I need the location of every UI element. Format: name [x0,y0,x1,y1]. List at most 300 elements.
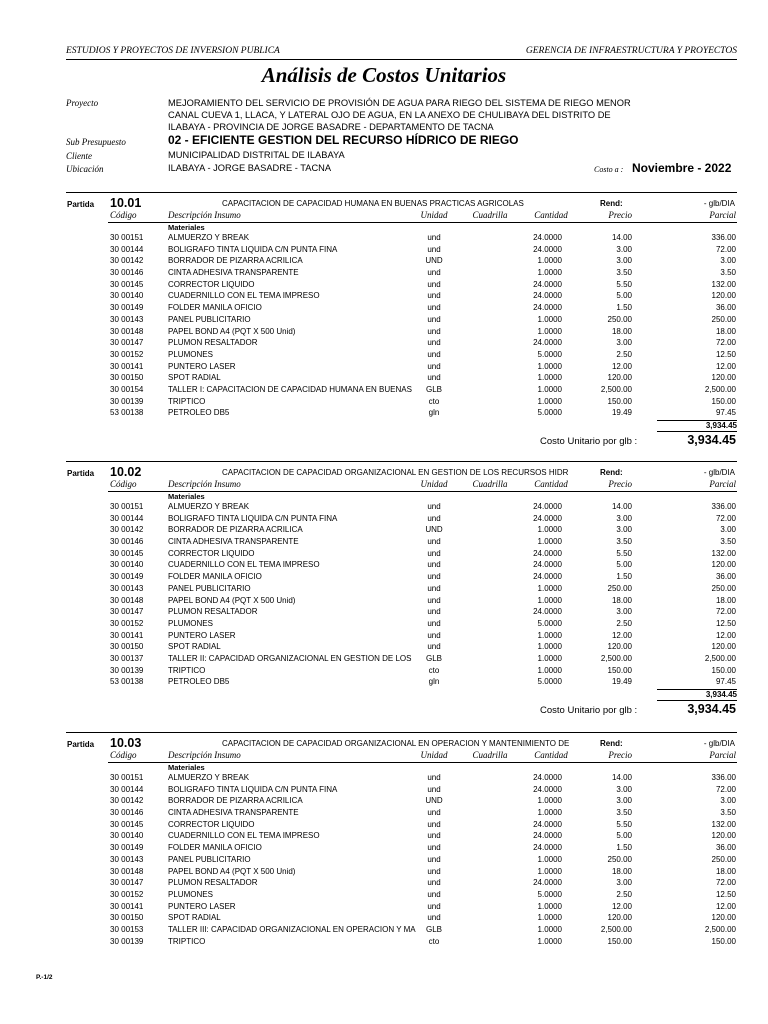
cell-descripcion: PANEL PUBLICITARIO [168,314,251,324]
cell-unidad: und [427,338,441,348]
cell-cantidad: 24.0000 [533,572,562,582]
column-header-precio: Precio [608,479,632,489]
cell-parcial: 97.45 [715,408,736,418]
column-header-descripcion: Descripción Insumo [168,479,241,489]
cell-precio: 250.00 [607,854,632,864]
cell-codigo: 30 00154 [110,384,144,394]
section-top-rule [66,461,737,462]
cell-codigo: 30 00142 [110,256,144,266]
cell-unidad: und [427,349,441,359]
rend-value: - glb/DIA [703,199,735,208]
proyecto-label: Proyecto [66,98,99,108]
cell-codigo: 30 00140 [110,831,144,841]
cell-descripcion: BORRADOR DE PIZARRA ACRILICA [168,256,303,266]
cell-unidad: und [427,784,441,794]
cell-parcial: 120.00 [711,642,736,652]
cell-descripcion: TRIPTICO [168,936,206,946]
cell-unidad: und [427,314,441,324]
column-header-precio: Precio [608,210,632,220]
cell-parcial: 12.50 [715,889,736,899]
cell-codigo: 30 00139 [110,665,144,675]
cell-descripcion: PLUMONES [168,349,213,359]
cell-unidad: und [427,913,441,923]
cell-codigo: 30 00141 [110,630,144,640]
cell-precio: 3.00 [616,256,632,266]
table-row [0,245,768,257]
cell-descripcion: CUADERNILLO CON EL TEMA IMPRESO [168,291,320,301]
group-label: Materiales [168,223,205,232]
table-row [0,560,768,572]
cell-precio: 1.50 [616,843,632,853]
cell-parcial: 72.00 [715,607,736,617]
cell-parcial: 120.00 [711,560,736,570]
cell-descripcion: FOLDER MANILA OFICIO [168,843,262,853]
cell-precio: 5.00 [616,831,632,841]
cell-unidad: cto [428,936,440,946]
cell-descripcion: ALMUERZO Y BREAK [168,502,250,511]
cell-descripcion: PLUMONES [168,889,213,899]
partida-description: CAPACITACION DE CAPACIDAD ORGANIZACIONAL EN GESTION DE LOS RECURSOS HIDR [222,468,569,477]
cell-precio: 2.50 [616,349,632,359]
cell-parcial: 36.00 [715,572,736,582]
cell-parcial: 150.00 [711,936,736,946]
cell-parcial: 150.00 [711,396,736,406]
cell-parcial: 12.50 [715,349,736,359]
table-row [0,677,768,689]
table-row [0,878,768,890]
cell-unidad: UND [425,525,443,535]
column-header-cuadrilla: Cuadrilla [472,750,508,760]
header-divider [66,59,737,60]
cell-cantidad: 24.0000 [533,548,562,558]
cell-parcial: 120.00 [711,291,736,301]
cell-codigo: 30 00143 [110,854,144,864]
cell-cantidad: 24.0000 [533,233,562,242]
table-row [0,303,768,315]
cell-cantidad: 24.0000 [533,502,562,511]
cell-precio: 18.00 [611,595,632,605]
cell-codigo: 30 00142 [110,525,144,535]
cell-unidad: und [427,583,441,593]
cell-parcial: 72.00 [715,244,736,254]
cell-descripcion: BOLIGRAFO TINTA LIQUIDA C/N PUNTA FINA [168,784,338,794]
table-row [0,654,768,666]
cell-codigo: 30 00144 [110,244,144,254]
cell-unidad: UND [425,256,443,266]
table-row [0,890,768,902]
costo-unitario-label: Costo Unitario por glb : [540,705,638,717]
cell-unidad: und [427,831,441,841]
cell-precio: 1.50 [616,572,632,582]
costo-value: Noviembre - 2022 [632,161,732,175]
rend-value: - glb/DIA [703,468,735,477]
cell-cantidad: 24.0000 [533,784,562,794]
cell-descripcion: PLUMON RESALTADOR [168,607,258,617]
subtotal-rule-bottom [657,431,737,432]
cell-unidad: gln [428,408,440,418]
cell-precio: 150.00 [607,665,632,675]
table-row [0,925,768,937]
cell-precio: 3.50 [616,808,632,818]
column-header-parcial: Parcial [709,479,736,489]
cell-precio: 250.00 [607,314,632,324]
cell-cantidad: 5.0000 [537,889,562,899]
cell-precio: 120.00 [607,642,632,652]
table-row [0,584,768,596]
partida-label: Partida [67,200,95,209]
cell-unidad: und [427,630,441,640]
cell-cantidad: 1.0000 [537,630,562,640]
header-right: GERENCIA DE INFRAESTRUCTURA Y PROYECTOS [525,46,737,56]
table-row [0,327,768,339]
cell-codigo: 30 00145 [110,819,144,829]
cell-descripcion: CINTA ADHESIVA TRANSPARENTE [168,808,299,818]
cell-cantidad: 1.0000 [537,361,562,371]
cell-descripcion: TRIPTICO [168,665,206,675]
table-row [0,525,768,537]
item-rows [0,233,768,420]
column-header-codigo: Código [110,479,137,489]
cell-precio: 19.49 [611,408,632,418]
partida-label: Partida [67,469,95,478]
cell-cantidad: 24.0000 [533,831,562,841]
cell-parcial: 3.50 [720,268,736,278]
cell-codigo: 30 00143 [110,583,144,593]
cell-precio: 250.00 [607,583,632,593]
cell-cantidad: 1.0000 [537,808,562,818]
cell-precio: 5.00 [616,560,632,570]
cell-unidad: GLB [425,924,442,934]
cell-codigo: 30 00152 [110,618,144,628]
cell-precio: 12.00 [611,901,632,911]
subtotal-value: 3,934.45 [705,421,737,431]
table-row [0,666,768,678]
cell-unidad: und [427,595,441,605]
cell-parcial: 72.00 [715,784,736,794]
cell-descripcion: CORRECTOR LIQUIDO [168,548,255,558]
cell-descripcion: CORRECTOR LIQUIDO [168,279,255,289]
cell-codigo: 30 00148 [110,866,144,876]
partida-number: 10.02 [110,465,142,479]
cell-unidad: und [427,773,441,782]
cell-cantidad: 1.0000 [537,373,562,383]
table-row [0,796,768,808]
cell-precio: 3.00 [616,607,632,617]
cell-unidad: und [427,548,441,558]
cell-unidad: und [427,361,441,371]
cell-cantidad: 5.0000 [537,349,562,359]
item-rows [0,502,768,689]
cell-descripcion: PUNTERO LASER [168,901,236,911]
cell-cantidad: 1.0000 [537,314,562,324]
cell-precio: 120.00 [607,373,632,383]
table-row [0,831,768,843]
cell-cantidad: 1.0000 [537,268,562,278]
cell-precio: 14.00 [611,773,632,782]
cell-unidad: cto [428,665,440,675]
table-row [0,808,768,820]
cell-parcial: 36.00 [715,303,736,313]
cell-unidad: und [427,854,441,864]
column-header-cantidad: Cantidad [534,210,568,220]
cell-cantidad: 24.0000 [533,513,562,523]
cell-parcial: 3.50 [720,537,736,547]
table-row [0,233,768,245]
cell-unidad: und [427,326,441,336]
table-row [0,502,768,514]
cell-cantidad: 1.0000 [537,796,562,806]
cell-parcial: 12.00 [715,630,736,640]
cell-parcial: 12.50 [715,618,736,628]
cell-cantidad: 24.0000 [533,303,562,313]
cell-unidad: und [427,303,441,313]
cell-cantidad: 1.0000 [537,396,562,406]
partida-description: CAPACITACION DE CAPACIDAD HUMANA EN BUENAS PRACTICAS AGRICOLAS [222,199,524,208]
column-header-codigo: Código [110,750,137,760]
cell-descripcion: ALMUERZO Y BREAK [168,233,250,242]
cell-descripcion: PUNTERO LASER [168,630,236,640]
cell-descripcion: PAPEL BOND A4 (PQT X 500 Unid) [168,866,296,876]
cell-parcial: 72.00 [715,338,736,348]
partida-label: Partida [67,740,95,749]
cell-cantidad: 24.0000 [533,878,562,888]
table-row [0,338,768,350]
table-row [0,397,768,409]
page-title: Análisis de Costos Unitarios [261,63,507,87]
cell-parcial: 36.00 [715,843,736,853]
cell-parcial: 250.00 [711,314,736,324]
cell-unidad: und [427,901,441,911]
cell-precio: 18.00 [611,326,632,336]
cell-unidad: UND [425,796,443,806]
cell-unidad: und [427,819,441,829]
column-header-unidad: Unidad [420,750,448,760]
table-row [0,385,768,397]
cell-descripcion: CORRECTOR LIQUIDO [168,819,255,829]
cell-precio: 3.00 [616,244,632,254]
table-row [0,607,768,619]
cell-precio: 150.00 [607,936,632,946]
cell-precio: 3.00 [616,513,632,523]
cell-descripcion: SPOT RADIAL [168,913,221,923]
cell-codigo: 30 00148 [110,595,144,605]
column-header-unidad: Unidad [420,210,448,220]
cell-codigo: 30 00139 [110,936,144,946]
cell-parcial: 336.00 [711,233,736,242]
cell-cantidad: 1.0000 [537,384,562,394]
page-number: P.-1/2 [36,974,53,981]
cell-codigo: 30 00152 [110,889,144,899]
column-header-cuadrilla: Cuadrilla [472,479,508,489]
ubicacion-value: ILABAYA - JORGE BASADRE - TACNA [168,163,332,173]
partida-number: 10.03 [110,736,142,750]
cell-precio: 12.00 [611,630,632,640]
table-row [0,350,768,362]
cell-cantidad: 5.0000 [537,408,562,418]
subpresupuesto-value: 02 - EFICIENTE GESTION DEL RECURSO HÍDRICO DE RIEGO [168,133,519,147]
cell-codigo: 30 00143 [110,314,144,324]
table-row [0,373,768,385]
costo-label: Costo a : [594,165,624,174]
cell-parcial: 132.00 [711,548,736,558]
cell-precio: 14.00 [611,502,632,511]
cell-precio: 5.50 [616,819,632,829]
cell-codigo: 30 00146 [110,537,144,547]
partida-number: 10.01 [110,196,142,210]
costo-unitario-value: 3,934.45 [687,702,736,717]
cell-parcial: 336.00 [711,773,736,782]
cell-parcial: 150.00 [711,665,736,675]
cell-parcial: 72.00 [715,878,736,888]
cell-descripcion: BOLIGRAFO TINTA LIQUIDA C/N PUNTA FINA [168,244,338,254]
cell-cantidad: 1.0000 [537,525,562,535]
cell-parcial: 18.00 [715,866,736,876]
cell-unidad: und [427,866,441,876]
cell-codigo: 30 00144 [110,784,144,794]
cell-cantidad: 24.0000 [533,607,562,617]
cell-codigo: 30 00140 [110,291,144,301]
cell-parcial: 12.00 [715,361,736,371]
cell-unidad: und [427,808,441,818]
cell-precio: 2,500.00 [600,653,632,663]
cell-codigo: 30 00140 [110,560,144,570]
cell-descripcion: TALLER III: CAPACIDAD ORGANIZACIONAL EN OPERACION Y MA [168,924,416,934]
cell-cantidad: 1.0000 [537,924,562,934]
table-row [0,572,768,584]
cell-precio: 12.00 [611,361,632,371]
cell-parcial: 132.00 [711,819,736,829]
cell-codigo: 30 00141 [110,901,144,911]
table-row [0,902,768,914]
cell-cantidad: 1.0000 [537,256,562,266]
cell-descripcion: PAPEL BOND A4 (PQT X 500 Unid) [168,595,296,605]
cell-parcial: 2,500.00 [704,653,736,663]
cell-cantidad: 5.0000 [537,677,562,687]
cell-unidad: und [427,268,441,278]
cell-descripcion: PETROLEO DB5 [168,408,230,418]
cell-codigo: 30 00147 [110,338,144,348]
cell-codigo: 30 00147 [110,878,144,888]
cell-precio: 3.00 [616,784,632,794]
cell-descripcion: CINTA ADHESIVA TRANSPARENTE [168,537,299,547]
column-header-parcial: Parcial [709,210,736,220]
cell-parcial: 72.00 [715,513,736,523]
cell-unidad: und [427,291,441,301]
cell-precio: 2.50 [616,889,632,899]
cliente-label: Cliente [66,151,92,161]
column-header-codigo: Código [110,210,137,220]
cell-cantidad: 1.0000 [537,642,562,652]
table-row [0,596,768,608]
cell-codigo: 30 00145 [110,548,144,558]
cell-descripcion: BOLIGRAFO TINTA LIQUIDA C/N PUNTA FINA [168,513,338,523]
cell-parcial: 250.00 [711,583,736,593]
cell-cantidad: 24.0000 [533,843,562,853]
cell-parcial: 336.00 [711,502,736,511]
cell-descripcion: PAPEL BOND A4 (PQT X 500 Unid) [168,326,296,336]
cell-cantidad: 1.0000 [537,901,562,911]
cell-precio: 2,500.00 [600,924,632,934]
cell-parcial: 250.00 [711,854,736,864]
column-header-parcial: Parcial [709,750,736,760]
subpresupuesto-label: Sub Presupuesto [66,137,126,147]
item-rows [0,773,768,948]
proyecto-line-2: CANAL CUEVA 1, LLACA, Y LATERAL OJO DE AGUA, EN LA ANEXO DE CHULIBAYA DEL DISTRITO DE [168,110,611,120]
cell-cantidad: 24.0000 [533,819,562,829]
cell-cantidad: 1.0000 [537,913,562,923]
column-header-precio: Precio [608,750,632,760]
cell-precio: 3.00 [616,338,632,348]
subtotal-value: 3,934.45 [705,690,737,700]
column-header-cantidad: Cantidad [534,750,568,760]
cell-cantidad: 24.0000 [533,560,562,570]
cell-codigo: 30 00145 [110,279,144,289]
cell-parcial: 2,500.00 [704,384,736,394]
column-header-descripcion: Descripción Insumo [168,210,241,220]
cell-precio: 3.50 [616,268,632,278]
cell-precio: 1.50 [616,303,632,313]
table-row [0,256,768,268]
cell-unidad: gln [428,677,440,687]
cell-descripcion: TALLER I: CAPACITACION DE CAPACIDAD HUMANA EN BUENAS [168,384,412,394]
cell-codigo: 30 00146 [110,268,144,278]
cell-codigo: 30 00139 [110,396,144,406]
cell-descripcion: CUADERNILLO CON EL TEMA IMPRESO [168,831,320,841]
table-row [0,315,768,327]
cell-cantidad: 1.0000 [537,537,562,547]
cell-precio: 2.50 [616,618,632,628]
cell-codigo: 30 00149 [110,572,144,582]
cell-precio: 120.00 [607,913,632,923]
cell-parcial: 120.00 [711,831,736,841]
cell-cantidad: 24.0000 [533,244,562,254]
cell-unidad: und [427,373,441,383]
table-row [0,362,768,374]
table-row [0,843,768,855]
cell-descripcion: BORRADOR DE PIZARRA ACRILICA [168,796,303,806]
cell-descripcion: PLUMON RESALTADOR [168,338,258,348]
cell-codigo: 30 00151 [110,233,144,242]
cell-descripcion: SPOT RADIAL [168,373,221,383]
cell-parcial: 3.00 [720,796,736,806]
cell-unidad: cto [428,396,440,406]
cell-parcial: 18.00 [715,595,736,605]
cell-parcial: 120.00 [711,373,736,383]
cell-precio: 19.49 [611,677,632,687]
cell-codigo: 30 00149 [110,843,144,853]
cell-precio: 3.00 [616,878,632,888]
rend-label: Rend: [600,739,623,748]
table-row [0,408,768,420]
cell-unidad: und [427,572,441,582]
cell-descripcion: PANEL PUBLICITARIO [168,854,251,864]
cell-precio: 150.00 [607,396,632,406]
section-top-rule [66,732,737,733]
cell-descripcion: FOLDER MANILA OFICIO [168,303,262,313]
group-label: Materiales [168,763,205,772]
cell-unidad: und [427,502,441,511]
cell-unidad: und [427,843,441,853]
table-row [0,937,768,949]
cell-codigo: 30 00150 [110,913,144,923]
table-row [0,549,768,561]
cell-cantidad: 1.0000 [537,326,562,336]
cell-descripcion: BORRADOR DE PIZARRA ACRILICA [168,525,303,535]
column-header-cantidad: Cantidad [534,479,568,489]
cell-precio: 3.50 [616,537,632,547]
cell-cantidad: 24.0000 [533,773,562,782]
cell-descripcion: PUNTERO LASER [168,361,236,371]
